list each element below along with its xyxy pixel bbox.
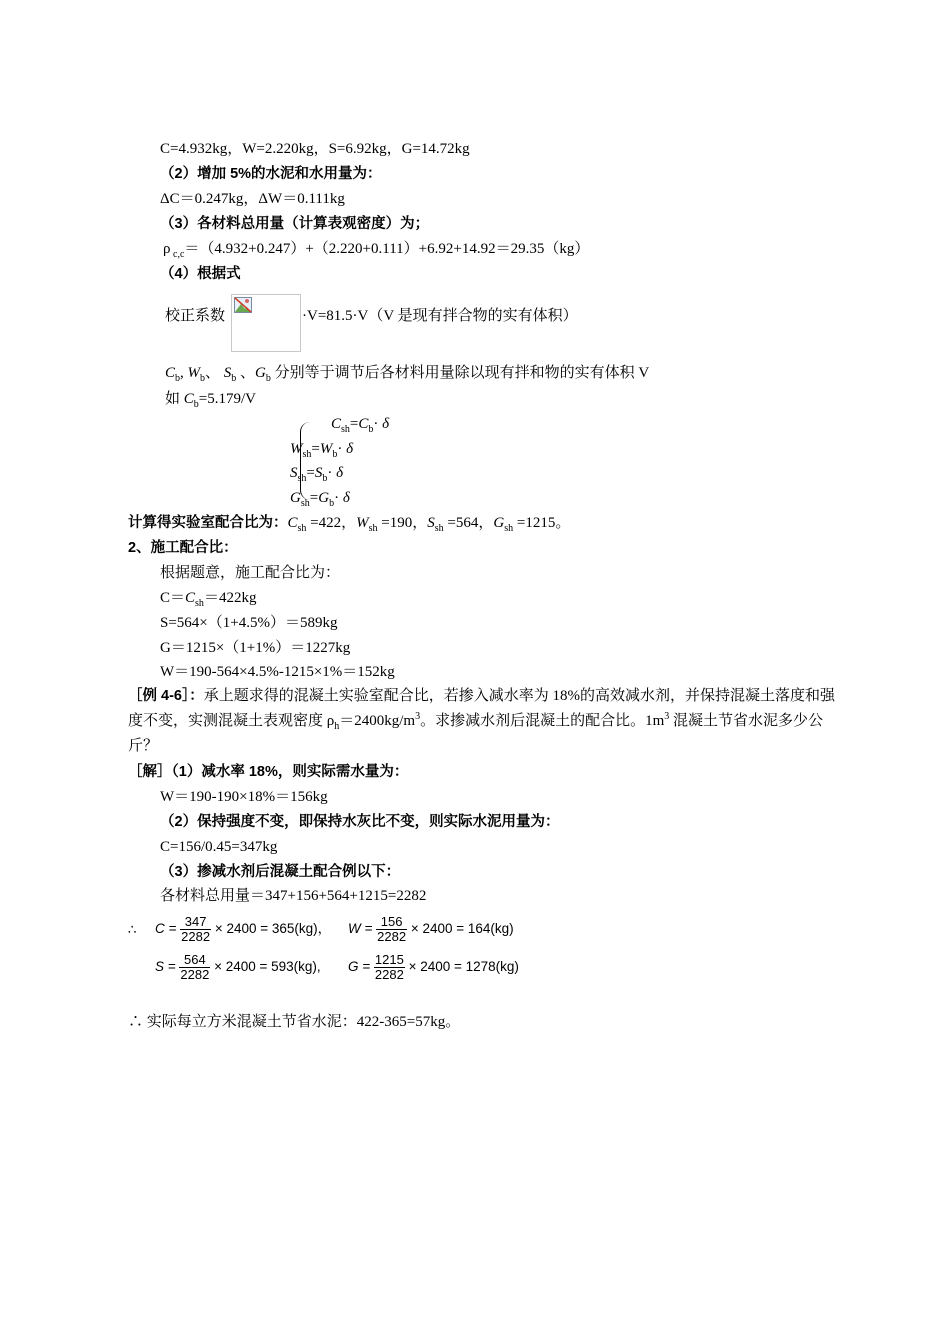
section-2-heading: 2、施工配合比： bbox=[128, 540, 238, 556]
brace-eq-c: $C_{sh}=C_b\cdot \delta$ bbox=[331, 416, 390, 435]
solution-step-1: ［解］（1）减水率 18%，则实际需水量为： bbox=[128, 764, 409, 780]
formula-image-placeholder bbox=[231, 294, 301, 352]
brace-eq-w: $W_{sh}=W_b\cdot \delta$ bbox=[290, 441, 354, 460]
line-construction-c: $C=C_{sh}=422kg$ bbox=[160, 590, 257, 609]
line-density-calc: ρ $_{c,c}$＝（4.932+0.247）+（2.220+0.111）+6.92+14.92＝29.35（kg） bbox=[163, 241, 590, 260]
line-quantity-definition: $C_b$, $W_b$、 $S_b$ 、$G_b$ 分别等于调节后各材料用量除以现有拌和物的实有体积 V bbox=[165, 365, 650, 384]
step-4-heading: （4）根据式 bbox=[160, 266, 241, 282]
correction-factor-rest: ·V=81.5·V（V 是现有拌合物的实有体积） bbox=[302, 308, 578, 324]
final-conclusion: ∴ 实际每立方米混凝土节省水泥：422-365=57kg。 bbox=[128, 1014, 461, 1030]
line-construction-w: W＝190-564×4.5%-1215×1%＝152kg bbox=[160, 664, 395, 680]
line-delta-values: ΔC＝0.247kg，ΔW＝0.111kg bbox=[160, 191, 345, 207]
example-4-6-problem: ［例 4-6］：承上题求得的混凝土实验室配合比，若掺入减水率为 18%的高效减水剂，并保持混凝土落度和强度不变，实测混凝土表观密度 $\rho_h=2400kg/m^3$。求掺减水剂后混凝土的配合比。$1m^3$ 混凝土节省水泥多少公斤？ bbox=[128, 688, 835, 754]
step-3-heading: （3）各材料总用量（计算表观密度）为； bbox=[160, 216, 430, 232]
equation-sand: S = $\frac{564}{2282}$ × 2400 = 593(kg), bbox=[155, 951, 321, 982]
line-water-demand: W＝190-190×18%＝156kg bbox=[160, 789, 328, 805]
equation-water: W = $\frac{156}{2282}$ × 2400 = 164(kg) bbox=[348, 913, 514, 944]
line-mix-quantities: C=4.932kg，W=2.220kg，S=6.92kg，G=14.72kg bbox=[160, 141, 470, 157]
line-cement-amount: C=156/0.45=347kg bbox=[160, 839, 278, 855]
line-construction-s: S=564×（1+4.5%）＝589kg bbox=[160, 615, 338, 631]
therefore-symbol: ∴ bbox=[128, 922, 137, 937]
line-total-amount: 各材料总用量＝347+156+564+1215=2282 bbox=[160, 888, 427, 904]
equation-gravel: G = $\frac{1215}{2282}$ × 2400 = 1278(kg) bbox=[348, 951, 519, 982]
brace-eq-s: $S_{sh}=S_b\cdot \delta$ bbox=[290, 465, 344, 484]
step-2-heading: （2）增加 5%的水泥和水用量为： bbox=[160, 166, 382, 182]
brace-eq-g: $G_{sh}=G_b\cdot \delta$ bbox=[290, 490, 350, 509]
line-construction-g: G＝1215×（1+1%）＝1227kg bbox=[160, 640, 351, 656]
broken-image-icon bbox=[234, 297, 252, 313]
correction-factor-label: 校正系数 bbox=[165, 308, 226, 324]
lab-ratio-result: 计算得实验室配合比为：$C_{sh} =422$，$W_{sh} =190$，$S_{sh} =564$，$G_{sh} =1215$。 bbox=[128, 515, 571, 534]
line-cb-example: 如 $C_b=5.179/V$ bbox=[165, 391, 256, 410]
equation-cement: C = $\frac{347}{2282}$ × 2400 = 365(kg)， bbox=[155, 913, 332, 944]
solution-step-3: （3）掺减水剂后混凝土配合例以下： bbox=[160, 864, 401, 880]
solution-step-2: （2）保持强度不变，即保持水灰比不变，则实际水泥用量为： bbox=[160, 814, 560, 830]
line-construction-intro: 根据题意，施工配合比为： bbox=[160, 565, 341, 581]
